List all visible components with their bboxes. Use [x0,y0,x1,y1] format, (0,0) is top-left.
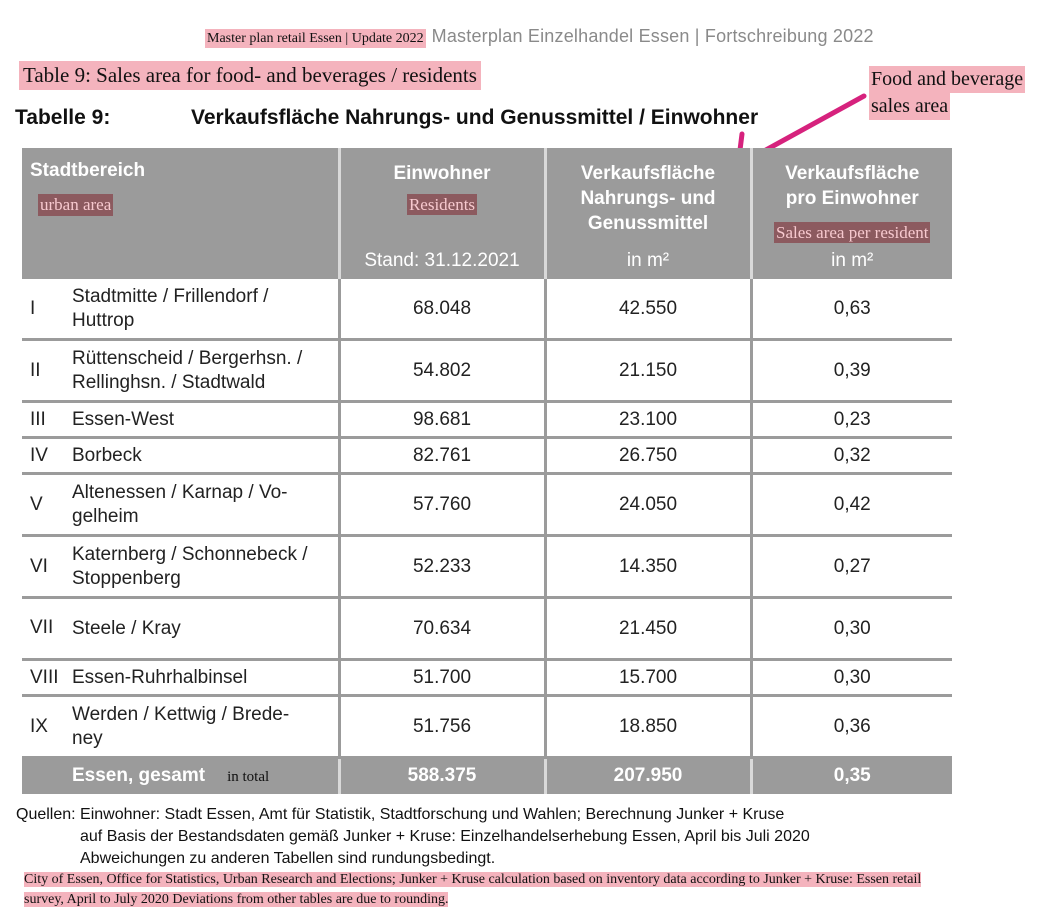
header-sales-area [545,148,751,278]
header-residents [339,148,545,278]
row-sales-area: 21.150 [545,340,751,402]
row-area-name: Steele / Kray [72,617,181,639]
table-header-row [22,148,952,278]
row-per-resident: 0,30 [751,598,952,660]
row-residents: 68.048 [339,278,545,340]
row-per-resident: 0,63 [751,278,952,340]
sources-line3: Abweichungen zu anderen Tabellen sind rundungsbedingt. [80,850,496,867]
header-residents-date: Stand: 31.12.2021 [364,250,520,271]
table-row [22,536,952,598]
row-sales-area: 24.050 [545,474,751,536]
header-sales-line2: Nahrungs- und [580,188,716,209]
row-sales-area: 15.700 [545,660,751,696]
table-row [22,402,952,438]
row-area-name: Altenessen / Karnap / Vo- [72,481,288,503]
sources-note [16,804,810,870]
row-area-name-cont: gelheim [72,505,139,527]
row-sales-area: 18.850 [545,696,751,758]
row-number: VIII [30,666,59,688]
header-translation: Master plan retail Essen | Update 2022 [207,31,424,46]
row-number: V [30,493,43,515]
header-area-en: urban area [40,195,112,214]
row-area-name-cont: Rellinghsn. / Stadtwald [72,371,266,393]
row-per-resident: 0,42 [751,474,952,536]
row-sales-area: 42.550 [545,278,751,340]
row-per-resident: 0,23 [751,402,952,438]
row-number: VII [30,616,54,638]
header-residents-label: Einwohner [393,163,491,184]
header-per-en: Sales area per resident [776,223,929,242]
total-sales-area: 207.950 [545,758,751,794]
row-sales-area: 14.350 [545,536,751,598]
row-number: VI [30,555,48,577]
sources-translation-text: City of Essen, Office for Statistics, Urban Research and Elections; Junker + Kruse calculation based on inventory data according to Junker + Kruse: Essen retail survey, April to July 2020 Deviations from other tables are due to rounding. [24,872,922,907]
row-number: IX [30,715,48,737]
table-row [22,598,952,660]
food-beverage-annotation [869,66,1025,120]
row-number: III [30,408,46,430]
row-per-resident: 0,36 [751,696,952,758]
table-row [22,438,952,474]
table-row [22,660,952,696]
row-per-resident: 0,27 [751,536,952,598]
header-sales-line1: Verkaufsfläche [580,163,716,184]
header-sales-unit: in m² [626,250,670,271]
row-area-name: Stadtmitte / Frillendorf / [72,285,269,307]
header-area-label: Stadtbereich [30,160,146,181]
row-area-name: Essen-Ruhrhalbinsel [72,666,248,688]
row-sales-area: 23.100 [545,402,751,438]
row-number: II [30,359,41,381]
table-title-text: Verkaufsfläche Nahrungs- und Genussmittel / Einwohner [191,106,759,129]
row-area-name: Rüttenscheid / Bergerhsn. / [72,347,303,369]
table-title [15,106,758,130]
row-residents: 98.681 [339,402,545,438]
header-original: Masterplan Einzelhandel Essen | Fortschreibung 2022 [431,26,874,46]
header-per-line2: pro Einwohner [785,188,919,209]
annotation-line2: sales area [869,93,950,120]
row-residents: 51.756 [339,696,545,758]
row-area-name: Essen-West [72,408,175,430]
sources-line2: auf Basis der Bestandsdaten gemäß Junker + Kruse: Einzelhandelserhebung Essen, April bis Juli 2020 [80,828,810,845]
row-sales-area: 26.750 [545,438,751,474]
table-row [22,474,952,536]
row-area-name-cont: Huttrop [72,309,135,331]
row-area-name-cont: ney [72,727,103,749]
table-row [22,340,952,402]
row-residents: 51.700 [339,660,545,696]
row-residents: 70.634 [339,598,545,660]
row-area-name: Katernberg / Schonnebeck / [72,543,308,565]
row-sales-area: 21.450 [545,598,751,660]
english-title-annotation: Table 9: Sales area for food- and beverages / residents [19,61,481,90]
table-number: Tabelle 9: [15,106,111,129]
table-row [22,278,952,340]
sources-line1: Quellen: Einwohner: Stadt Essen, Amt für Statistik, Stadtforschung und Wahlen; Berechnung Junker + Kruse [16,806,785,823]
row-per-resident: 0,30 [751,660,952,696]
header-per-unit: in m² [831,250,874,271]
sources-translation [24,870,949,910]
row-per-resident: 0,39 [751,340,952,402]
row-residents: 54.802 [339,340,545,402]
total-residents: 588.375 [339,758,545,794]
row-residents: 52.233 [339,536,545,598]
sales-area-table [22,148,952,794]
header-sales-line3: Genussmittel [587,213,709,234]
table-total-row [22,758,952,794]
header-per-resident [751,148,952,278]
row-area-name: Werden / Kettwig / Brede- [72,703,290,725]
row-per-resident: 0,32 [751,438,952,474]
table-row [22,696,952,758]
header-per-line1: Verkaufsfläche [785,163,920,184]
total-label-en: in total [227,768,270,785]
total-per-resident: 0,35 [751,758,952,794]
total-label: Essen, gesamt [72,764,206,786]
row-area-name-cont: Stoppenberg [72,567,181,589]
row-number: IV [30,444,48,466]
annotation-line1: Food and beverage [869,66,1025,93]
row-number: I [30,297,36,319]
row-area-name: Borbeck [72,444,142,466]
row-residents: 82.761 [339,438,545,474]
row-residents: 57.760 [339,474,545,536]
header-area [22,148,339,278]
page-header [205,26,874,47]
header-residents-en: Residents [408,195,476,214]
